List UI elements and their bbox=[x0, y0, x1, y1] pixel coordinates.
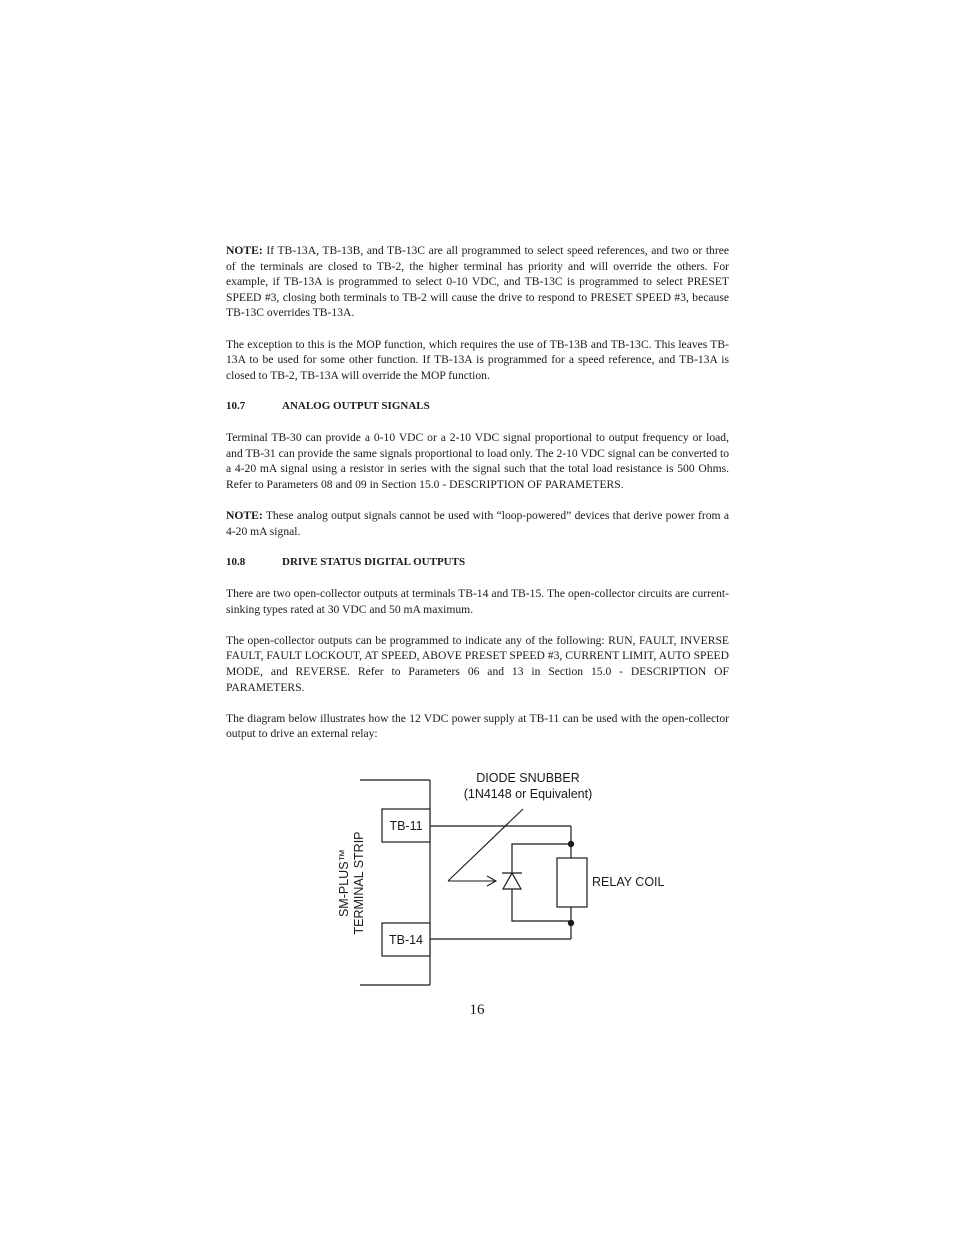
note-text: These analog output signals cannot be used with “loop-powered” devices that derive power from a 4-20 mA signal. bbox=[226, 509, 729, 538]
diode-part-label: (1N4148 or Equivalent) bbox=[463, 787, 593, 801]
section-number: 10.8 bbox=[226, 555, 246, 568]
section-title: DRIVE STATUS DIGITAL OUTPUTS bbox=[282, 555, 466, 568]
note-loop-powered bbox=[226, 508, 729, 539]
section-heading-10-7 bbox=[226, 399, 729, 415]
terminal-label-tb11: TB-11 bbox=[389, 819, 423, 833]
section-title: ANALOG OUTPUT SIGNALS bbox=[282, 399, 430, 412]
circuit-wires bbox=[430, 826, 571, 939]
mop-exception-paragraph: The exception to this is the MOP function, which requires the use of TB-13B and TB-13C. This leaves TB-13A to be used for some other function. If TB-13A is programmed for a speed reference, and TB-13A is closed to TB-2, TB-13A will override the MOP function. bbox=[226, 337, 729, 382]
section-heading-10-8 bbox=[226, 555, 729, 571]
analog-output-paragraph: Terminal TB-30 can provide a 0-10 VDC or a 2-10 VDC signal proportional to output frequency or load, and TB-31 can provide the same signals proportional to load only. The 2-10 VDC signal can be converted to a 4-20 mA signal using a resistor in series with the signal such that the total load resistance is 500 Ohms. Refer to Parameters 08 and 09 in Section 15.0 - DESCRIPTION OF PARAMETERS. bbox=[226, 431, 729, 491]
diagram-intro-paragraph: The diagram below illustrates how the 12 VDC power supply at TB-11 can be used with the open-collector output to drive an external relay: bbox=[226, 711, 729, 741]
strip-label-line2: TERMINAL STRIP bbox=[352, 831, 366, 935]
note-label: NOTE: bbox=[226, 509, 263, 523]
page-number: 16 bbox=[469, 1002, 485, 1018]
junction-dot-top bbox=[568, 841, 574, 847]
note-text: If TB-13A, TB-13B, and TB-13C are all programmed to select speed references, and two or three of the terminals are closed to TB-2, the higher terminal has priority and will override the others. For example, if TB-13A is programmed to select 0-10 VDC, and TB-13C is programmed to select PRESET SPEED #3, closing both terminals to TB-2 will cause the drive to respond to PRESET SPEED #3, because TB-13C overrides TB-13A. bbox=[226, 244, 729, 320]
diode-snubber-label: DIODE SNUBBER bbox=[476, 771, 580, 785]
document-body bbox=[226, 243, 729, 742]
strip-label-line1: SM-PLUS™ bbox=[337, 848, 351, 918]
note-speed-priority bbox=[226, 243, 729, 321]
relay-coil-label: RELAY COIL bbox=[592, 875, 665, 889]
output-options-paragraph: The open-collector outputs can be programmed to indicate any of the following: RUN, FAULT, INVERSE FAULT, FAULT LOCKOUT, AT SPEED, ABOVE PRESET SPEED #3, CURRENT LIMIT, AUTO SPEED MODE, and REVERSE. Refer to Parameters 06 and 13 in Section 15.0 - DESCRIPTION OF PARAMETERS. bbox=[226, 633, 729, 694]
diode-snubber-symbol bbox=[502, 873, 522, 889]
relay-wiring-diagram bbox=[330, 765, 670, 990]
open-collector-paragraph: There are two open-collector outputs at terminals TB-14 and TB-15. The open-collector circuits are current-sinking types rated at 30 VDC and 50 mA maximum. bbox=[226, 587, 729, 616]
note-label: NOTE: bbox=[226, 244, 263, 257]
relay-coil-symbol bbox=[557, 858, 587, 907]
section-number: 10.7 bbox=[226, 399, 246, 412]
junction-dot-bottom bbox=[568, 920, 574, 926]
terminal-label-tb14: TB-14 bbox=[388, 933, 424, 947]
